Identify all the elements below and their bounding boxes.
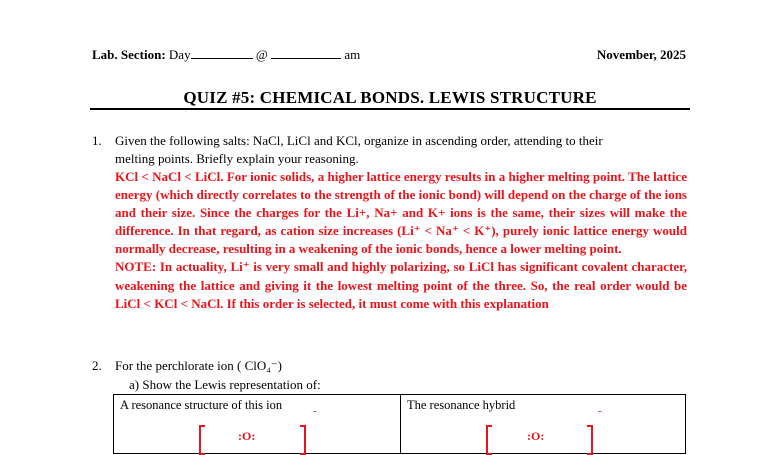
q2-sub-a: a) Show the Lewis representation of: xyxy=(129,377,321,392)
q1-line1: Given the following salts: NaCl, LiCl and KCl, organize in ascending order, attending to their xyxy=(115,133,603,148)
bracket-left-1 xyxy=(199,425,205,455)
at-symbol: @ xyxy=(255,47,268,62)
q1-number: 1. xyxy=(92,133,102,148)
q2-number: 2. xyxy=(92,358,102,373)
q2-question: For the perchlorate ion ( ClO₄⁻) xyxy=(115,358,282,373)
bracket-right-2 xyxy=(587,425,593,455)
lewis-table xyxy=(113,394,686,454)
cell-resonance-structure-label: A resonance structure of this ion xyxy=(120,398,283,412)
q1-answer-p1: KCl < NaCl < LiCl. For ionic solids, a higher lattice energy results in a higher melting point. The lattice energy (which directly correlates to the strength of the ionic bond) will depend on the charge of the ions and their size. Since the charges for the Li+, Na+ and K+ ions is the same, their sizes will make the difference. In that regard, as cation size increases (Li⁺ < Na⁺ < K⁺), purely ionic lattice energy would normally decrease, resulting in a weakening of the ionic bonds, hence a lower melting point. xyxy=(115,169,687,257)
day-label: Day xyxy=(168,47,191,62)
lewis-structure-2: :O: xyxy=(527,429,545,443)
q1-question xyxy=(115,132,690,168)
day-blank[interactable] xyxy=(191,47,253,59)
page-title: QUIZ #5: CHEMICAL BONDS. LEWIS STRUCTURE xyxy=(183,88,597,107)
time-blank[interactable] xyxy=(271,47,341,59)
lab-section-line xyxy=(92,47,360,63)
date: November, 2025 xyxy=(596,47,686,62)
q1-answer-note: NOTE: In actuality, Li⁺ is very small and highly polarizing, so LiCl has significant covalent character, weakening the lattice and giving it the lowest melting point of the three. So, the real order would be LiCl < KCl < NaCl. If this order is selected, it must come with this explanation xyxy=(115,259,687,311)
q1-line2: melting points. Briefly explain your reasoning. xyxy=(115,151,359,166)
bracket-left-2 xyxy=(486,425,492,455)
title-rule xyxy=(90,108,690,110)
cell-resonance-hybrid-label: The resonance hybrid xyxy=(407,398,516,412)
am-label: am xyxy=(344,47,361,62)
charge-1: - xyxy=(313,405,317,417)
lewis-structure-1: :O: xyxy=(238,429,256,443)
q1-answer xyxy=(115,168,687,313)
table-divider xyxy=(400,395,401,453)
lab-section-label: Lab. Section: xyxy=(92,47,166,62)
charge-2: - xyxy=(598,405,602,417)
bracket-right-1 xyxy=(300,425,306,455)
